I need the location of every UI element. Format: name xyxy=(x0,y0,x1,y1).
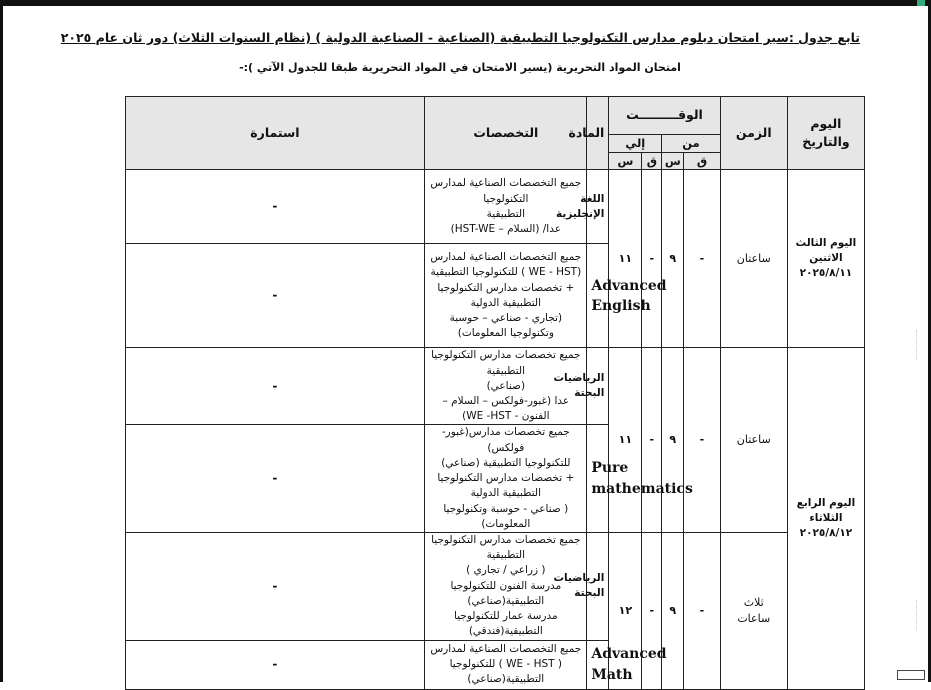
duration-cell: ساعتان xyxy=(720,170,787,348)
page-title: تابع جدول :سير امتحان دبلوم مدارس التكنولوجيا التطبيقية (الصناعية - الصناعية الدولية ) (نظام السنوات الثلاث) دور ثان عام ٢٠٢٥ xyxy=(60,30,860,45)
corner-marker xyxy=(917,0,925,6)
spec-line: جميع التخصصات الصناعية لمدارس التكنولوجيا xyxy=(430,177,582,205)
spec-line: عدا/ (السلام – HST-WE) xyxy=(450,223,561,236)
to-hour-cell: ١١ xyxy=(609,170,642,348)
spec-line: مدرسة عمار للتكنولوجيا التطبيقية(فندقي) xyxy=(454,610,558,638)
duration-line: ساعات xyxy=(737,611,771,625)
to-minute-cell: - xyxy=(642,532,662,689)
specializations-cell xyxy=(425,425,587,533)
spec-line: جميع تخصصات مدارس(غبور- فولكس) xyxy=(441,426,570,454)
subject-cell: اللغة الإنجليزية xyxy=(587,170,609,244)
col-header-to-hour: س xyxy=(609,152,642,170)
col-header-time: الوقـــــــــت xyxy=(609,97,720,135)
to-hour-cell: ١٢ xyxy=(609,532,642,689)
form-cell: - xyxy=(125,170,425,244)
spec-line: (تجاري - صناعي – حوسبة وتكنولوجيا المعلومات) xyxy=(449,312,563,340)
spec-line: ( WE - HST ) للتكنولوجيا التطبيقية(صناعي) xyxy=(449,657,563,686)
spec-line: ( زراعي / تجاري ) xyxy=(466,564,546,577)
col-header-duration: الزمن xyxy=(720,97,787,170)
subject-cell: Pure mathematics xyxy=(587,425,609,533)
col-header-subject: المادة xyxy=(587,97,609,170)
scan-artifact xyxy=(915,600,917,630)
day-cell xyxy=(787,348,864,689)
exam-schedule-table xyxy=(55,96,865,690)
spec-line: (صناعي) xyxy=(486,379,526,392)
from-hour-cell: ٩ xyxy=(662,348,684,533)
duration-cell: ساعتان xyxy=(720,348,787,533)
day-cell xyxy=(787,170,864,348)
col-header-to: إلي xyxy=(609,135,662,153)
table-row xyxy=(56,170,865,244)
duration-line: ثلاث xyxy=(743,595,764,609)
subject-cell: الرياضيات البحتة xyxy=(587,348,609,425)
spec-line: (WE - HST ) للتكنولوجيا التطبيقية xyxy=(430,266,582,279)
col-header-to-minute: ق xyxy=(642,152,662,170)
spec-line: للتكنولوجيا التطبيقية (صناعي) xyxy=(441,456,571,469)
from-minute-cell: - xyxy=(684,170,720,348)
spec-line: جميع تخصصات مدارس التكنولوجيا التطبيقية xyxy=(431,533,581,562)
to-minute-cell: - xyxy=(642,170,662,348)
subject-cell: الرياضيات البحتة xyxy=(587,532,609,640)
spec-line: عدا (غبور-فولكس – السلام – الفنون - WE -HST) xyxy=(442,395,570,423)
spec-line: مدرسة الفنون للتكنولوجيا التطبيقية(صناعي) xyxy=(450,579,562,607)
spec-line: + تخصصات مدارس التكنولوجيا التطبيقية الدولية xyxy=(437,281,575,309)
to-hour-cell: ١١ xyxy=(609,348,642,533)
col-header-form: استمارة xyxy=(125,97,425,170)
scanner-badge-icon xyxy=(897,670,925,680)
page-subtitle: امتحان المواد التحريرية (يسير الامتحان في المواد التحريرية طبقا للجدول الآتي ):- xyxy=(239,61,681,74)
form-cell: - xyxy=(125,244,425,348)
spec-line: جميع تخصصات مدارس التكنولوجيا التطبيقية xyxy=(431,349,581,377)
table-row xyxy=(56,532,865,640)
left-frame-border xyxy=(0,0,3,682)
specializations-cell xyxy=(425,348,587,425)
col-header-day-date: اليوم والتاريخ xyxy=(787,97,864,170)
col-header-specializations: التخصصات xyxy=(425,97,587,170)
specializations-cell xyxy=(425,532,587,640)
weekday-label: الاثنين xyxy=(809,252,843,265)
form-cell: - xyxy=(125,532,425,640)
duration-cell xyxy=(720,532,787,689)
from-minute-cell: - xyxy=(684,348,720,533)
day-label: اليوم الثالث xyxy=(795,237,857,250)
from-hour-cell: ٩ xyxy=(662,532,684,689)
subject-cell: Advanced English xyxy=(587,244,609,348)
scan-artifact xyxy=(915,330,917,360)
specializations-cell xyxy=(425,244,587,348)
spec-line: جميع التخصصات الصناعية لمدارس xyxy=(430,251,582,264)
col-header-from-hour: س xyxy=(662,152,684,170)
col-header-from: من xyxy=(662,135,720,153)
from-minute-cell: - xyxy=(684,532,720,689)
day-label: اليوم الرابع xyxy=(796,496,856,509)
subject-cell: Advanced Math xyxy=(587,640,609,689)
spec-line: جميع التخصصات الصناعية لمدارس xyxy=(430,642,582,655)
form-cell: - xyxy=(125,640,425,689)
form-cell: - xyxy=(125,348,425,425)
table-row xyxy=(56,348,865,425)
from-hour-cell: ٩ xyxy=(662,170,684,348)
form-cell: - xyxy=(125,425,425,533)
to-minute-cell: - xyxy=(642,348,662,533)
spec-line: + تخصصات مدارس التكنولوجيا التطبيقية الدولية xyxy=(437,472,575,500)
spec-line: ( صناعي - حوسبة وتكنولوجيا المعلومات) xyxy=(443,502,569,530)
date-label: ٢٠٢٥/٨/١٢ xyxy=(799,527,853,540)
top-frame-border xyxy=(0,0,931,6)
col-header-from-minute: ق xyxy=(684,152,720,170)
spec-line: التطبيقية xyxy=(486,207,525,220)
weekday-label: الثلاثاء xyxy=(809,511,843,524)
date-label: ٢٠٢٥/٨/١١ xyxy=(799,267,853,280)
